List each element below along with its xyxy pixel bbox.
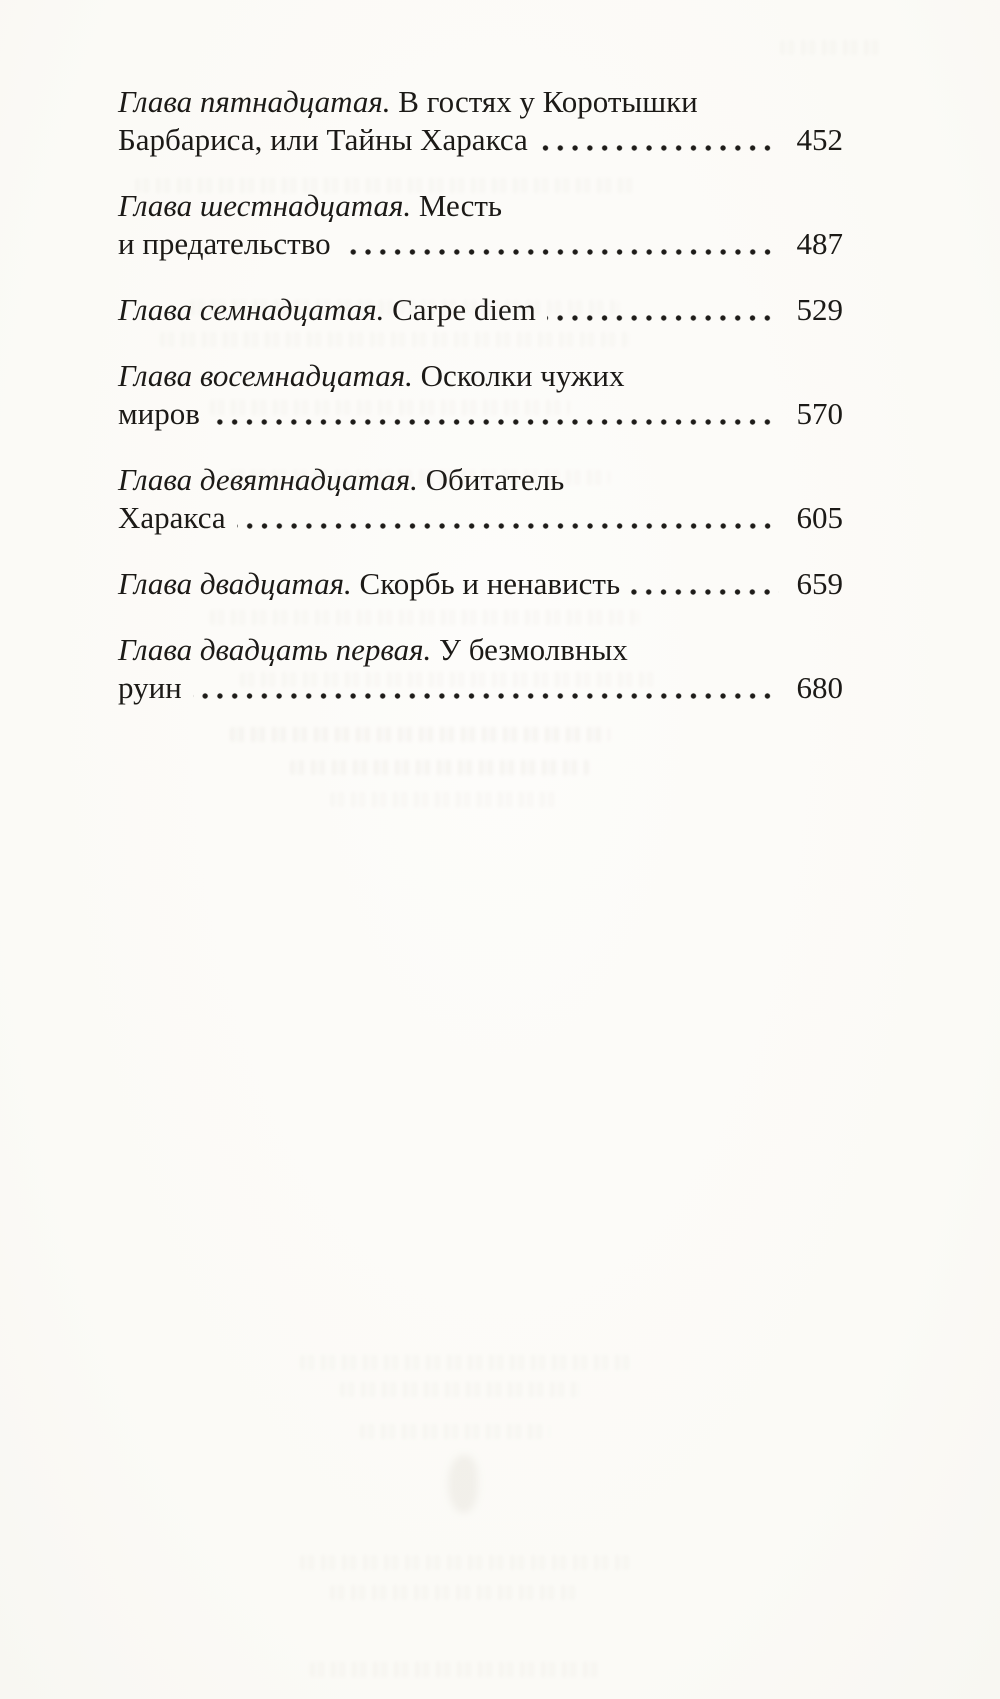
dot-leader: [200, 395, 779, 433]
chapter-label: Глава пятнадцатая.: [118, 84, 391, 119]
showthrough-text: [300, 1555, 630, 1570]
toc-entry: [118, 83, 843, 159]
dot-leader: [182, 669, 779, 707]
showthrough-text: [330, 1585, 580, 1600]
toc-list: [118, 83, 843, 707]
showthrough-text: [230, 727, 610, 742]
chapter-title-wrap: руин: [118, 670, 182, 705]
page-number: 452: [796, 122, 843, 157]
toc-entry: [118, 187, 843, 263]
page-number: 529: [796, 292, 843, 327]
toc-entry-line: [118, 357, 843, 395]
toc-entry-line: [118, 395, 843, 433]
showthrough-text: [360, 1424, 550, 1439]
chapter-title-wrap: миров: [118, 396, 200, 431]
chapter-title: Месть: [411, 188, 503, 223]
chapter-title: У безмолвных: [431, 632, 628, 667]
toc-entry-line: [118, 291, 843, 329]
chapter-title: Обитатель: [417, 462, 565, 497]
toc-entry-line: [118, 565, 843, 603]
showthrough-text: [780, 40, 885, 55]
chapter-title-wrap: и предательство: [118, 226, 331, 261]
chapter-label: Глава шестнадцатая.: [118, 188, 412, 223]
page-number: 570: [796, 396, 843, 431]
toc-entry-line: [118, 121, 843, 159]
showthrough-smudge: [448, 1455, 478, 1513]
showthrough-text: [330, 792, 560, 807]
toc-entry-line: [118, 461, 843, 499]
page-number: 680: [796, 670, 843, 705]
toc-entry-line: [118, 499, 843, 537]
dot-leader: [226, 499, 779, 537]
chapter-label: Глава двадцатая.: [118, 566, 352, 601]
dot-leader: [528, 121, 779, 159]
chapter-label: Глава семнадцатая.: [118, 292, 385, 327]
chapter-title: Скорбь и ненависть: [351, 566, 621, 601]
showthrough-text: [290, 760, 590, 775]
dot-leader: [536, 291, 779, 329]
toc-entry-line: [118, 83, 843, 121]
dot-leader: [620, 565, 779, 603]
toc-entry: [118, 565, 843, 603]
showthrough-text: [310, 1662, 600, 1677]
showthrough-text: [300, 1355, 630, 1370]
page-number: 659: [796, 566, 843, 601]
dot-leader: [331, 225, 779, 263]
chapter-title: Осколки чужих: [412, 358, 625, 393]
chapter-label: Глава двадцать первая.: [118, 632, 432, 667]
page-number: 605: [796, 500, 843, 535]
chapter-title-wrap: Барбариса, или Тайны Харакса: [118, 122, 528, 157]
chapter-label: Глава девятнадцатая.: [118, 462, 418, 497]
showthrough-text: [340, 1382, 580, 1397]
toc-entry: [118, 357, 843, 433]
toc-entry-line: [118, 669, 843, 707]
toc-entry: [118, 631, 843, 707]
toc-entry: [118, 461, 843, 537]
chapter-label: Глава восемнадцатая.: [118, 358, 413, 393]
chapter-title: В гостях у Коротышки: [390, 84, 698, 119]
toc-entry: [118, 291, 843, 329]
toc-entry-line: [118, 225, 843, 263]
toc-entry-line: [118, 187, 843, 225]
toc-entry-line: [118, 631, 843, 669]
chapter-title: Carpe diem: [384, 292, 536, 327]
page-number: 487: [796, 226, 843, 261]
chapter-title-wrap: Харакса: [118, 500, 226, 535]
